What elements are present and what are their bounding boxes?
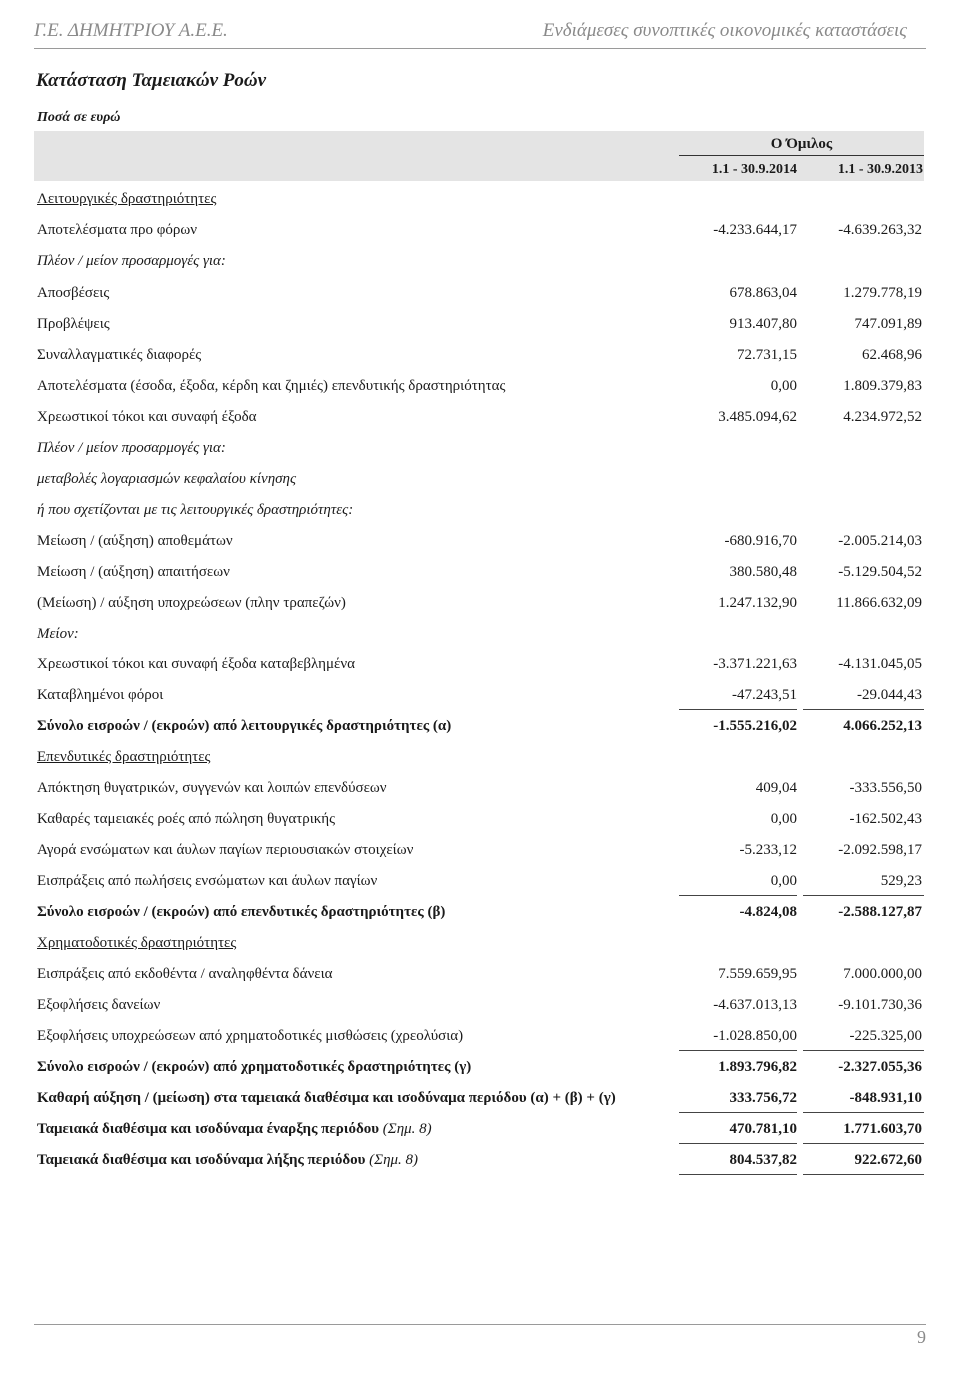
table-row: Απόκτηση θυγατρικών, συγγενών και λοιπών επενδύσεων 409,04 -333.556,50 <box>37 780 922 796</box>
table-row: Μείον: <box>37 626 79 642</box>
header-company: Γ.Ε. ΔΗΜΗΤΡΙΟΥ Α.Ε.Ε. <box>34 20 228 41</box>
page-title: Κατάσταση Ταμειακών Ροών <box>36 70 267 91</box>
column-rule <box>679 709 797 710</box>
column-rule <box>679 895 797 896</box>
table-row: Αποτελέσματα (έσοδα, έξοδα, κέρδη και ζημιές) επενδυτικής δραστηριότητας 0,00 1.809.379,83 <box>37 378 922 394</box>
column-rule <box>803 709 924 710</box>
footer-divider <box>34 1324 926 1325</box>
table-row: Προβλέψεις 913.407,80 747.091,89 <box>37 316 922 332</box>
column-rule <box>803 895 924 896</box>
table-row: Μείωση / (αύξηση) αποθεμάτων -680.916,70 -2.005.214,03 <box>37 533 922 549</box>
column-rule <box>679 1143 797 1144</box>
note-reference: (Σημ. 8) <box>382 1121 432 1137</box>
table-row: Μείωση / (αύξηση) απαιτήσεων 380.580,48 -5.129.504,52 <box>37 564 922 580</box>
opening-cash-row: Ταμειακά διαθέσιμα και ισοδύναμα έναρξης περιόδου (Σημ. 8) 470.781,10 1.771.603,70 <box>37 1121 922 1137</box>
table-row: Εξοφλήσεις υποχρεώσεων από χρηματοδοτικές μισθώσεις (χρεολύσια) -1.028.850,00 -225.325,00 <box>37 1028 922 1044</box>
column-rule <box>679 1174 797 1175</box>
table-row: Καθαρές ταμειακές ροές από πώληση θυγατρικής 0,00 -162.502,43 <box>37 811 922 827</box>
section-operating-heading: Λειτουργικές δραστηριότητες <box>37 191 217 207</box>
table-row: Χρεωστικοί τόκοι και συναφή έξοδα καταβεβλημένα -3.371.221,63 -4.131.045,05 <box>37 656 922 672</box>
header-report-title: Ενδιάμεσες συνοπτικές οικονομικές καταστάσεις <box>542 20 907 41</box>
subtotal-row-financing: Σύνολο εισροών / (εκροών) από χρηματοδοτικές δραστηριότητες (γ) 1.893.796,82 -2.327.055,36 <box>37 1059 922 1075</box>
group-column-header: Ο Όμιλος <box>770 136 833 152</box>
period-2014-header: 1.1 - 30.9.2014 <box>711 162 797 177</box>
column-rule <box>679 1050 797 1051</box>
closing-cash-row: Ταμειακά διαθέσιμα και ισοδύναμα λήξης περιόδου (Σημ. 8) 804.537,82 922.672,60 <box>37 1152 922 1168</box>
column-rule <box>679 1112 797 1113</box>
column-rule <box>803 1174 924 1175</box>
table-row: Καταβλημένοι φόροι -47.243,51 -29.044,43 <box>37 687 922 703</box>
table-row: Συναλλαγματικές διαφορές 72.731,15 62.468,96 <box>37 347 922 363</box>
table-row: (Μείωση) / αύξηση υποχρεώσεων (πλην τραπεζών) 1.247.132,90 11.866.632,09 <box>37 595 922 611</box>
net-change-row: Καθαρή αύξηση / (μείωση) στα ταμειακά διαθέσιμα και ισοδύναμα περιόδου (α) + (β) + (γ) 333.756,72 -848.931,10 <box>37 1090 922 1106</box>
note-reference: (Σημ. 8) <box>369 1152 419 1168</box>
table-row: Εισπράξεις από εκδοθέντα / αναληφθέντα δάνεια 7.559.659,95 7.000.000,00 <box>37 966 922 982</box>
section-financing-heading: Χρηματοδοτικές δραστηριότητες <box>37 935 237 951</box>
subtotal-row-investing: Σύνολο εισροών / (εκροών) από επενδυτικές δραστηριότητες (β) -4.824,08 -2.588.127,87 <box>37 904 922 920</box>
table-row: Αγορά ενσώματων και άυλων παγίων περιουσιακών στοιχείων -5.233,12 -2.092.598,17 <box>37 842 922 858</box>
subtotal-row-operating: Σύνολο εισροών / (εκροών) από λειτουργικές δραστηριότητες (α) -1.555.216,02 4.066.252,13 <box>37 718 922 734</box>
header-divider <box>34 48 926 49</box>
table-row: ή που σχετίζονται με τις λειτουργικές δραστηριότητες: <box>37 502 354 518</box>
closing-cash-label: Ταμειακά διαθέσιμα και ισοδύναμα λήξης περιόδου <box>37 1152 366 1168</box>
opening-cash-label: Ταμειακά διαθέσιμα και ισοδύναμα έναρξης περιόδου <box>37 1121 380 1137</box>
table-row: Αποτελέσματα προ φόρων -4.233.644,17 -4.639.263,32 <box>37 222 922 238</box>
table-row: Εξοφλήσεις δανείων -4.637.013,13 -9.101.730,36 <box>37 997 922 1013</box>
table-row: Χρεωστικοί τόκοι και συναφή έξοδα 3.485.094,62 4.234.972,52 <box>37 409 922 425</box>
table-row: Εισπράξεις από πωλήσεις ενσώματων και άυλων παγίων 0,00 529,23 <box>37 873 922 889</box>
table-row: Αποσβέσεις 678.863,04 1.279.778,19 <box>37 285 922 301</box>
currency-note: Ποσά σε ευρώ <box>37 110 121 125</box>
column-rule <box>803 1143 924 1144</box>
page-number: 9 <box>917 1327 926 1347</box>
period-2013-header: 1.1 - 30.9.2013 <box>837 162 923 177</box>
group-header-divider <box>679 155 924 156</box>
section-investing-heading: Επενδυτικές δραστηριότητες <box>37 749 211 765</box>
table-row: μεταβολές λογαριασμών κεφαλαίου κίνησης <box>37 471 297 487</box>
table-row: Πλέον / μείον προσαρμογές για: <box>37 253 226 269</box>
column-rule <box>803 1112 924 1113</box>
table-row: Πλέον / μείον προσαρμογές για: <box>37 440 226 456</box>
column-rule <box>803 1050 924 1051</box>
